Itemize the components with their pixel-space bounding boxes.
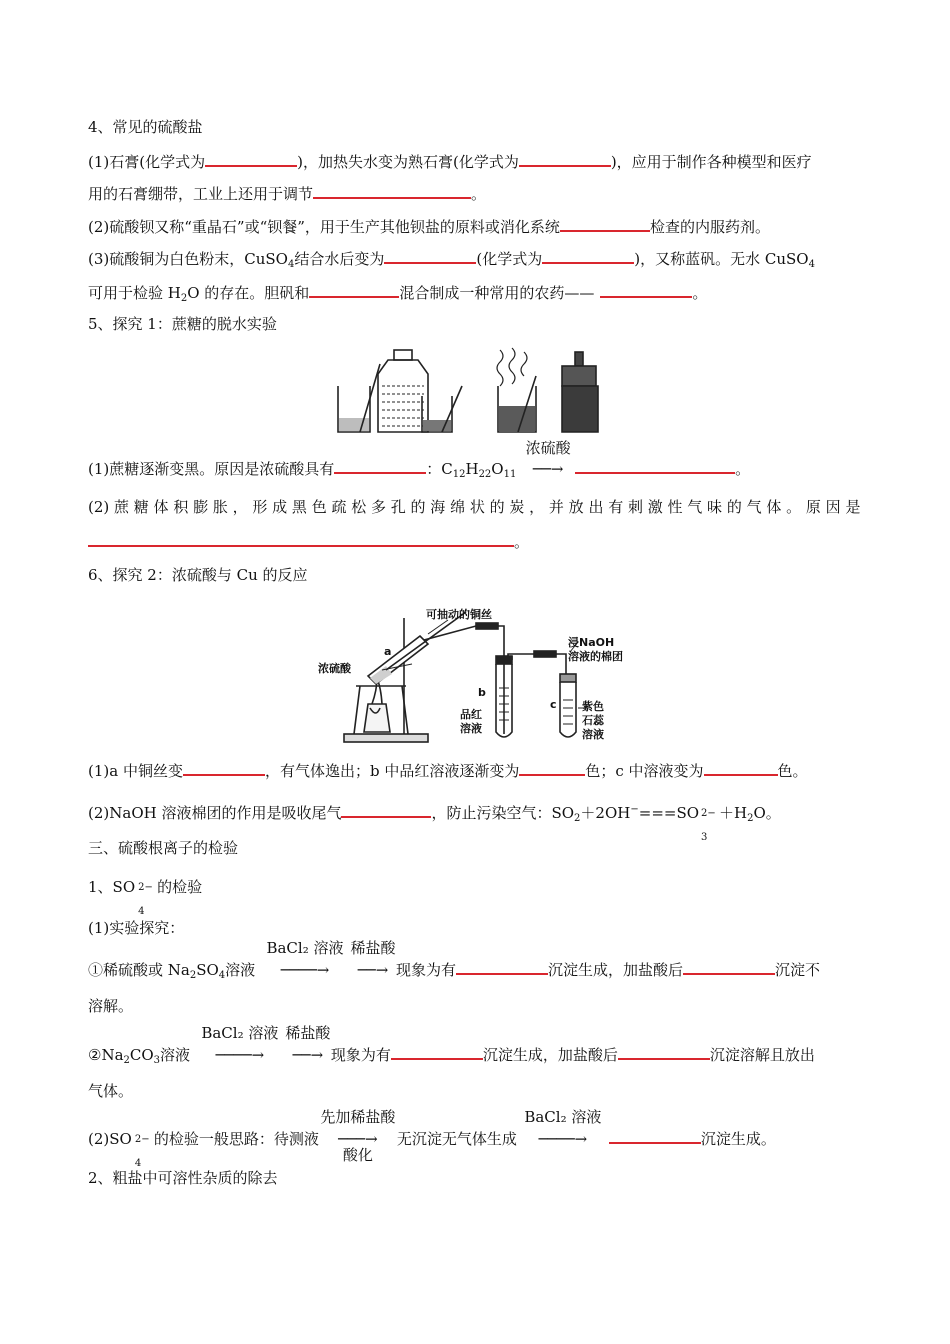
text: )，又称蓝矾。无水 CuSO	[634, 250, 809, 268]
subscript: 3	[701, 832, 708, 843]
blank-blue-vitriol[interactable]	[384, 248, 476, 264]
text: 检查的内服药剂。	[649, 218, 770, 236]
text: (1)蔗糖逐渐变黑。原因是浓硫酸具有	[88, 460, 335, 478]
label-a: a	[384, 645, 392, 658]
label-conc-acid: 浓硫酸	[318, 662, 351, 675]
blank-dehydration-product[interactable]	[575, 458, 735, 474]
blank-pesticide[interactable]	[600, 282, 692, 298]
subscript: 2	[123, 1055, 130, 1066]
arrow-label: BaCl₂ 溶液	[266, 939, 344, 957]
text: 可用于检验 H	[88, 284, 181, 302]
text: ①稀硫酸或 Na	[88, 961, 190, 979]
text: (2)SO	[88, 1130, 132, 1148]
text: O	[491, 460, 504, 478]
blank-blue-vitriol-formula[interactable]	[542, 248, 634, 264]
subscript: 2	[180, 293, 188, 304]
text: (1)石膏(化学式为	[88, 153, 206, 171]
blank-precipitate-1b[interactable]	[683, 959, 775, 975]
s3-row-1-cont: 溶解。	[88, 997, 134, 1015]
text: 。	[692, 284, 708, 302]
charge: 2−	[701, 808, 716, 819]
arrow-label: 稀盐酸	[350, 939, 396, 957]
text: 。	[471, 185, 487, 203]
charge: 2−	[134, 1134, 150, 1145]
beaker-3	[497, 348, 536, 432]
text: 。	[735, 460, 751, 478]
text: 1、SO	[88, 878, 136, 896]
reaction-arrow-bacl2-1: BaCl₂ 溶液 ────→	[260, 960, 350, 980]
subscript: 11	[503, 469, 517, 480]
superscript: −	[630, 804, 639, 815]
text: ，防止污染空气：SO	[431, 804, 575, 822]
reaction-arrow-1: 浓硫酸 ──→	[521, 459, 575, 479]
arrow-label: BaCl₂ 溶液	[201, 1024, 279, 1042]
label-litmus-1: 紫色	[582, 700, 604, 713]
text: ，有气体逸出；b 中品红溶液逐渐变为	[264, 762, 520, 780]
reaction-arrow-acidify: 先加稀盐酸 ───→ 酸化	[320, 1108, 396, 1164]
s4-line-5	[88, 282, 707, 303]
text: ②Na	[88, 1046, 124, 1064]
blank-precipitate-2[interactable]	[391, 1044, 483, 1060]
text: ===SO	[638, 804, 700, 822]
blank-acid-property[interactable]	[334, 458, 426, 474]
text: 混合制成一种常用的农药——	[399, 284, 595, 302]
s3-row-2	[88, 1024, 815, 1066]
blank-gypsum-use[interactable]	[313, 183, 471, 199]
text: (2)NaOH 溶液棉团的作用是吸收尾气	[88, 804, 342, 822]
section-6-title: 6、探究 2：浓硫酸与 Cu 的反应	[88, 566, 308, 584]
arrow-label: BaCl₂ 溶液	[524, 1108, 602, 1126]
s3-p2	[88, 1108, 776, 1169]
text: )，加热失水变为熟石膏(化学式为	[297, 153, 519, 171]
text: 沉淀生成。	[700, 1130, 776, 1148]
blank-tail-gas[interactable]	[341, 802, 431, 818]
label-copper-wire: 可抽动的铜丝	[426, 608, 492, 621]
beaker-4	[562, 352, 598, 432]
subscript: 4	[287, 259, 295, 270]
s5-line-3	[88, 531, 529, 552]
s3-p1: (1)实验探究：	[88, 919, 185, 937]
text: CO	[129, 1046, 154, 1064]
text: H	[465, 460, 479, 478]
text: (1)a 中铜丝变	[88, 762, 183, 780]
blank-precipitate-3[interactable]	[609, 1128, 701, 1144]
text: 的检验	[157, 878, 203, 896]
blank-precipitate-1[interactable]	[456, 959, 548, 975]
s6-line-2	[88, 800, 781, 843]
beaker-1	[338, 364, 380, 432]
text: ＋H	[719, 804, 748, 822]
text: 沉淀不	[775, 961, 821, 979]
text: 色。	[777, 762, 808, 780]
blank-gypsum-formula[interactable]	[205, 151, 297, 167]
s3-row-2-cont: 气体。	[88, 1082, 134, 1100]
text: 沉淀溶解且放出	[709, 1046, 815, 1064]
label-cotton-2: 溶液的棉团	[568, 650, 623, 663]
label-litmus-2: 石蕊	[582, 714, 604, 727]
subscript: 2	[189, 970, 197, 981]
s3-sub-1	[88, 877, 203, 917]
label-cotton-1: 浸NaOH	[568, 636, 615, 649]
text: 结合水后变为	[294, 250, 385, 268]
bottle	[378, 350, 428, 432]
label-b: b	[478, 686, 486, 699]
reaction-arrow-hcl-2: 稀盐酸 ──→	[285, 1024, 331, 1064]
text: SO	[196, 961, 219, 979]
text: 色；c 中溶液变为	[585, 762, 704, 780]
subscript: 4	[138, 906, 145, 917]
sugar-dehydration-figure	[332, 346, 608, 436]
subscript: 4	[218, 970, 226, 981]
label-pinhong-1: 品红	[460, 708, 482, 721]
subscript: 4	[808, 259, 815, 270]
text: 溶液	[225, 961, 256, 979]
blank-plaster-formula[interactable]	[519, 151, 611, 167]
text: 溶液	[160, 1046, 191, 1064]
blank-pinhong-color[interactable]	[519, 760, 585, 776]
section-4-title: 4、常见的硫酸盐	[88, 118, 203, 136]
arrow-label: 浓硫酸	[525, 439, 571, 457]
label-c: c	[550, 698, 557, 711]
text: O 的存在。胆矾和	[187, 284, 310, 302]
section-5-title: 5、探究 1：蔗糖的脱水实验	[88, 315, 277, 333]
blank-wire-color[interactable]	[183, 760, 265, 776]
text: (2)硫酸钡又称“重晶石”或“钡餐”，用于生产其他钡盐的原料或消化系统	[88, 218, 560, 236]
text: ：C	[426, 460, 453, 478]
subscript: 4	[134, 1158, 142, 1169]
text: 沉淀生成，加盐酸后	[547, 961, 683, 979]
s4-line-3	[88, 216, 770, 237]
text: (化学式为	[476, 250, 543, 268]
subscript: 2	[747, 813, 754, 824]
text: 用的石膏绷带，工业上还用于调节	[88, 185, 314, 203]
text: (3)硫酸铜为白色粉末，CuSO	[88, 250, 288, 268]
blank-barium-check[interactable]	[560, 216, 650, 232]
label-litmus-3: 溶液	[582, 728, 604, 741]
s3-sub-2: 2、粗盐中可溶性杂质的除去	[88, 1169, 278, 1187]
subscript: 3	[153, 1055, 161, 1066]
s4-line-1	[88, 151, 812, 172]
s4-line-2	[88, 183, 486, 204]
reaction-arrow-bacl2-2: BaCl₂ 溶液 ────→	[195, 1045, 285, 1065]
text: 的检验一般思路：待测液	[153, 1130, 319, 1148]
reaction-arrow-hcl-1: 稀盐酸 ──→	[350, 939, 396, 979]
arrow-label: 先加稀盐酸	[320, 1108, 396, 1126]
subscript: 22	[478, 469, 492, 480]
blank-mix-with[interactable]	[309, 282, 399, 298]
s4-line-4	[88, 248, 815, 269]
text: O。	[753, 804, 781, 822]
text: 现象为有	[330, 1046, 391, 1064]
section-three-title: 三、硫酸根离子的检验	[88, 839, 239, 857]
s5-line-2: (2) 蔗 糖 体 积 膨 胀 ， 形 成 黑 色 疏 松 多 孔 的 海 绵 状 的 炭 ， 并 放 出 有 刺 激 性 气 味 的 气 体 。 原 因 是	[88, 498, 861, 516]
text: 。	[514, 533, 530, 551]
label-pinhong-2: 溶液	[460, 722, 482, 735]
text: )，应用于制作各种模型和医疗	[610, 153, 812, 171]
text: 沉淀生成，加盐酸后	[482, 1046, 618, 1064]
text: 无沉淀无气体生成	[396, 1130, 517, 1148]
s6-line-1	[88, 760, 808, 781]
text: ＋2OH	[580, 804, 631, 822]
subscript: 12	[452, 469, 466, 480]
blank-litmus-color[interactable]	[704, 760, 778, 776]
arrow-label-under: 酸化	[342, 1146, 373, 1164]
blank-precipitate-2b[interactable]	[618, 1044, 710, 1060]
charge: 2−	[138, 882, 153, 893]
reaction-arrow-bacl2-3: BaCl₂ 溶液 ────→	[517, 1129, 609, 1149]
subscript: 2	[574, 813, 581, 824]
s3-row-1	[88, 939, 821, 981]
s5-line-1	[88, 439, 751, 480]
blank-expansion-reason[interactable]	[88, 531, 514, 547]
text: 现象为有	[395, 961, 456, 979]
arrow-label: 稀盐酸	[285, 1024, 331, 1042]
